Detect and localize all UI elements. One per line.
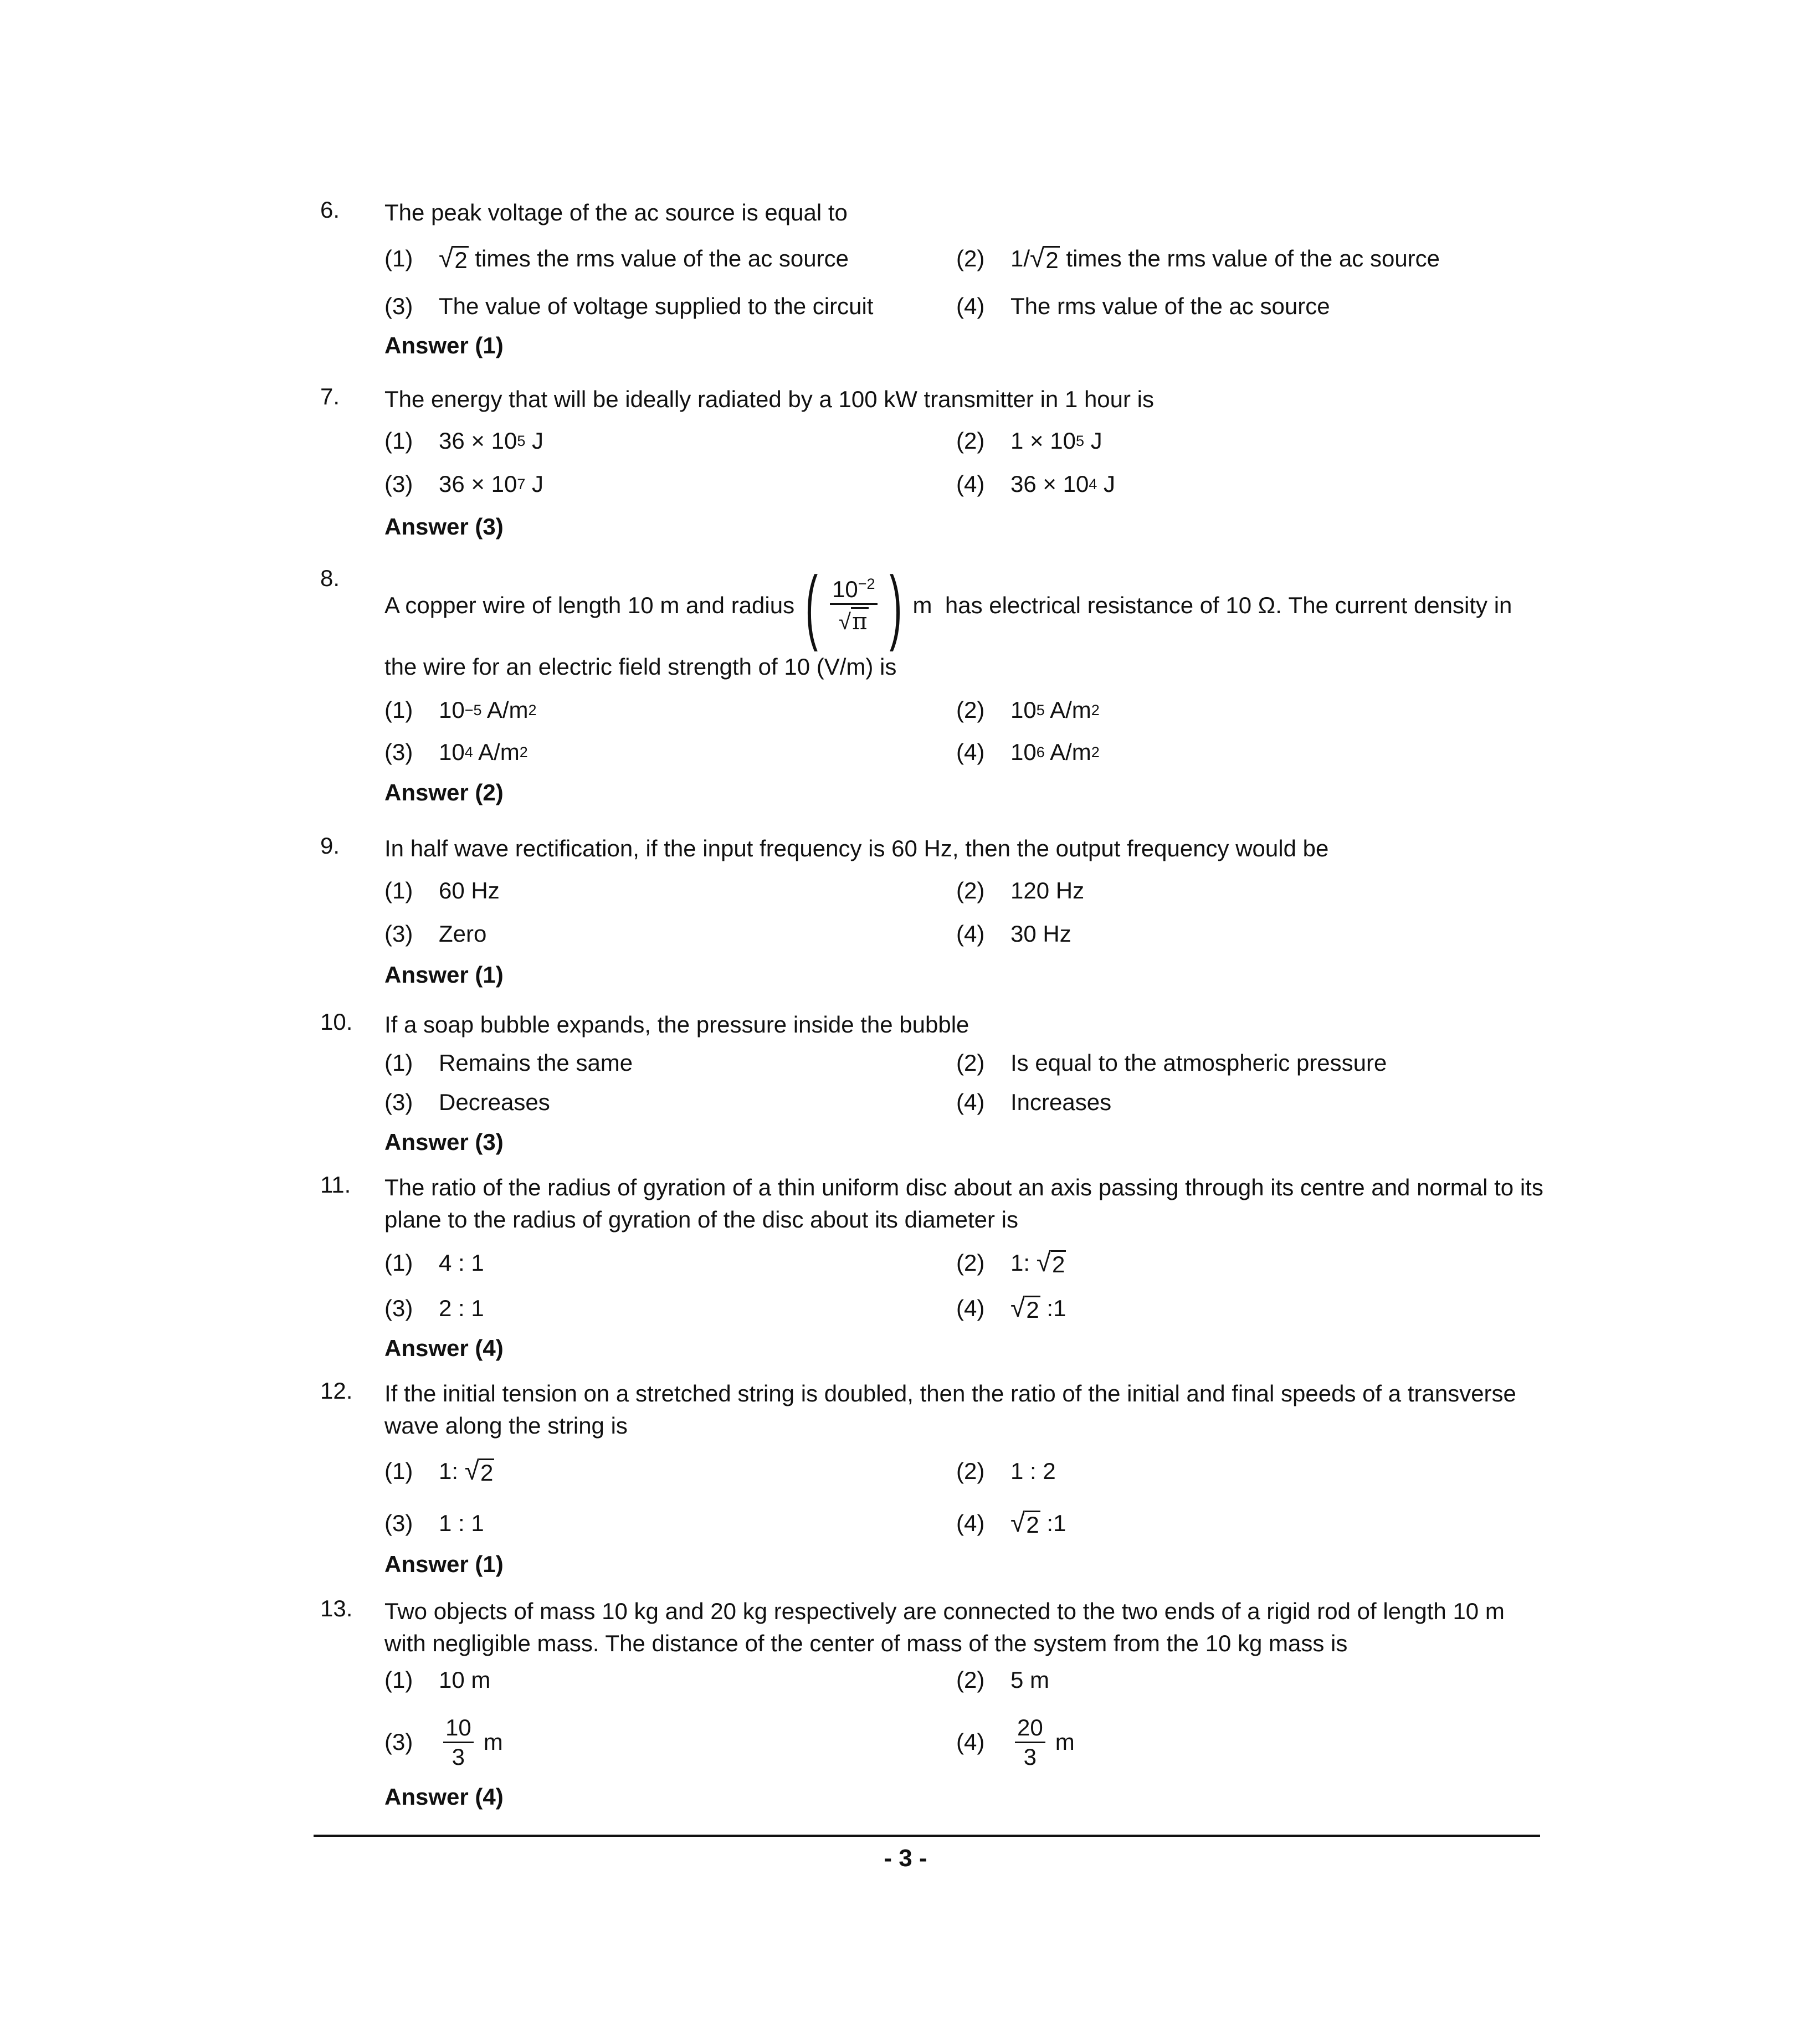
question-text: The peak voltage of the ac source is equal to bbox=[384, 199, 848, 225]
question-text: The energy that will be ideally radiated by a 100 kW transmitter in 1 hour is bbox=[384, 386, 1155, 412]
question-text: The ratio of the radius of gyration of a thin uniform disc about an axis passing through its centre and normal to its plane to the radius of gyration of the disc about its diameter is bbox=[384, 1174, 1543, 1232]
option-1: (1) 10 −5 A/m 2 bbox=[384, 697, 537, 723]
option-text: The value of voltage supplied to the circuit bbox=[439, 293, 874, 319]
question-number: 9. bbox=[320, 833, 340, 859]
option-label: (2) bbox=[956, 1667, 985, 1693]
option-label: (4) bbox=[956, 1729, 985, 1755]
question-number: 6. bbox=[320, 197, 340, 223]
option-label: (3) bbox=[384, 293, 413, 319]
option-label: (3) bbox=[384, 1510, 413, 1536]
option-3 bbox=[384, 1292, 484, 1325]
option-3 bbox=[384, 917, 486, 951]
answer: Answer (4) bbox=[384, 1784, 504, 1810]
option-3 bbox=[384, 1507, 484, 1540]
option-label: (1) bbox=[384, 1250, 413, 1276]
option-text: 1 : 1 bbox=[439, 1510, 484, 1536]
option-text: 10 m bbox=[439, 1667, 491, 1693]
question-number: 11. bbox=[320, 1172, 351, 1198]
option-1 bbox=[384, 1663, 490, 1697]
option-label: (1) bbox=[384, 428, 413, 454]
option-1 bbox=[384, 242, 849, 275]
answer: Answer (1) bbox=[384, 332, 504, 358]
option-label: (4) bbox=[956, 921, 985, 947]
question-text: If the initial tension on a stretched string is doubled, then the ratio of the initial and final speeds of a transverse wave along the string is bbox=[384, 1380, 1516, 1439]
radius-expression: ( $10^{-2}$ √ π ) bbox=[805, 559, 902, 652]
question-text: If a soap bubble expands, the pressure inside the bubble bbox=[384, 1011, 969, 1038]
option-label: (4) bbox=[956, 1510, 985, 1536]
option-label: (2) bbox=[956, 245, 985, 271]
option-2 bbox=[956, 1455, 1056, 1488]
question-text: Two objects of mass 10 kg and 20 kg respectively are connected to the two ends of a rigid rod of length 10 m with negligible mass. The distance of the center of mass of the system from the 10 kg mass is bbox=[384, 1598, 1505, 1656]
option-text: Increases bbox=[1010, 1089, 1112, 1115]
answer: Answer (1) bbox=[384, 1551, 504, 1577]
option-text: times the rms value of the ac source bbox=[1059, 245, 1440, 271]
option-1 bbox=[384, 1246, 484, 1280]
option-label: (3) bbox=[384, 921, 413, 947]
option-3 bbox=[384, 1086, 550, 1119]
option-text: Decreases bbox=[439, 1089, 550, 1115]
option-3 bbox=[384, 290, 873, 323]
option-label: (1) bbox=[384, 1667, 413, 1693]
sqrt-expression: √ 2 bbox=[1010, 1293, 1039, 1323]
option-label: (2) bbox=[956, 1250, 985, 1276]
option-label: (4) bbox=[956, 293, 985, 319]
option-label: (2) bbox=[956, 1458, 985, 1484]
option-2 bbox=[956, 874, 1084, 907]
sqrt-expression: √ 2 bbox=[1036, 1248, 1065, 1277]
option-text: times the rms value of the ac source bbox=[468, 245, 849, 271]
option-3: (3) $\frac{10}{3}$ m bbox=[384, 1714, 503, 1770]
option-2: (2) 1/ √ 2 times the rms value of the ac source bbox=[956, 244, 1440, 273]
option-4: (4) 36 × 10 4 J bbox=[956, 471, 1116, 497]
option-text: 60 Hz bbox=[439, 877, 500, 903]
answer: Answer (2) bbox=[384, 779, 504, 805]
option-1 bbox=[384, 874, 500, 907]
option-text: 120 Hz bbox=[1010, 877, 1085, 903]
question-text: A copper wire of length 10 m and radius ( $10^{-2}$ √ π ) m has electrical resistance of 10 Ω. The current density in bbox=[384, 559, 1512, 652]
option-label: (3) bbox=[384, 1729, 413, 1755]
option-label: (1) bbox=[384, 1458, 413, 1484]
option-label: (2) bbox=[956, 428, 985, 454]
option-4: (4) √ 2 :1 bbox=[956, 1508, 1066, 1538]
footer-divider bbox=[314, 1835, 1540, 1837]
option-4 bbox=[956, 290, 1330, 323]
question-number: 13. bbox=[320, 1595, 353, 1621]
option-label: (3) bbox=[384, 1295, 413, 1321]
option-text: 4 : 1 bbox=[439, 1250, 484, 1276]
option-1: (1) 36 × 10 5 J bbox=[384, 428, 544, 454]
sqrt-expression: √ 2 bbox=[1030, 244, 1059, 273]
question-number: 10. bbox=[320, 1009, 353, 1035]
fraction: $\frac{20}{3}$ bbox=[1015, 1716, 1045, 1769]
answer: Answer (3) bbox=[384, 1129, 504, 1155]
option-text: 30 Hz bbox=[1010, 921, 1071, 947]
option-label: (3) bbox=[384, 471, 413, 497]
question-text-continued: the wire for an electric field strength of 10 (V/m) is bbox=[384, 654, 897, 680]
option-3: (3) 10 4 A/m 2 bbox=[384, 739, 528, 765]
option-text: The rms value of the ac source bbox=[1010, 293, 1330, 319]
option-label: (2) bbox=[956, 1050, 985, 1076]
option-label: (1) bbox=[384, 877, 413, 903]
option-2 bbox=[956, 1046, 1387, 1080]
option-2: (2) 1 × 10 5 J bbox=[956, 428, 1102, 454]
question-text: In half wave rectification, if the input frequency is 60 Hz, then the output frequency would be bbox=[384, 835, 1329, 861]
sqrt-expression: √ 2 bbox=[1010, 1508, 1039, 1538]
option-label: (4) bbox=[956, 1089, 985, 1115]
option-2: (2) 10 5 A/m 2 bbox=[956, 697, 1100, 723]
option-4: (4) 10 6 A/m 2 bbox=[956, 739, 1100, 765]
option-2: (2) 1: √ 2 bbox=[956, 1248, 1065, 1277]
option-label: (4) bbox=[956, 1295, 985, 1321]
option-label: (1) bbox=[384, 697, 413, 723]
answer: Answer (4) bbox=[384, 1335, 504, 1361]
option-4 bbox=[956, 917, 1071, 951]
fraction: $\frac{10}{3}$ bbox=[443, 1716, 474, 1769]
option-label: (2) bbox=[956, 877, 985, 903]
answer: Answer (1) bbox=[384, 962, 504, 988]
option-label: (4) bbox=[956, 739, 985, 765]
option-text: 1 : 2 bbox=[1010, 1458, 1056, 1484]
option-label: (3) bbox=[384, 1089, 413, 1115]
sqrt-expression: √ 2 bbox=[439, 244, 468, 273]
option-4: (4) $\frac{20}{3}$ m bbox=[956, 1714, 1075, 1770]
option-label: (3) bbox=[384, 739, 413, 765]
option-label: (1) bbox=[384, 1050, 413, 1076]
answer: Answer (3) bbox=[384, 513, 504, 540]
option-4: (4) √ 2 :1 bbox=[956, 1293, 1066, 1323]
option-label: (1) bbox=[384, 245, 413, 271]
question-number: 7. bbox=[320, 383, 340, 409]
question-number: 12. bbox=[320, 1378, 353, 1404]
option-text: 2 : 1 bbox=[439, 1295, 484, 1321]
option-text: Zero bbox=[439, 921, 487, 947]
option-label: (4) bbox=[956, 471, 985, 497]
option-1 bbox=[384, 1046, 633, 1080]
option-3: (3) 36 × 10 7 J bbox=[384, 471, 544, 497]
option-text: 5 m bbox=[1010, 1667, 1050, 1693]
option-text: Remains the same bbox=[439, 1050, 633, 1076]
option-label: (2) bbox=[956, 697, 985, 723]
sqrt-expression: √ 2 bbox=[464, 1456, 494, 1486]
option-text: Is equal to the atmospheric pressure bbox=[1010, 1050, 1387, 1076]
option-4 bbox=[956, 1086, 1111, 1119]
question-number: 8. bbox=[320, 565, 340, 591]
page-number: - 3 - bbox=[884, 1845, 927, 1872]
option-2 bbox=[956, 1663, 1049, 1697]
option-1: (1) 1: √ 2 bbox=[384, 1456, 494, 1486]
